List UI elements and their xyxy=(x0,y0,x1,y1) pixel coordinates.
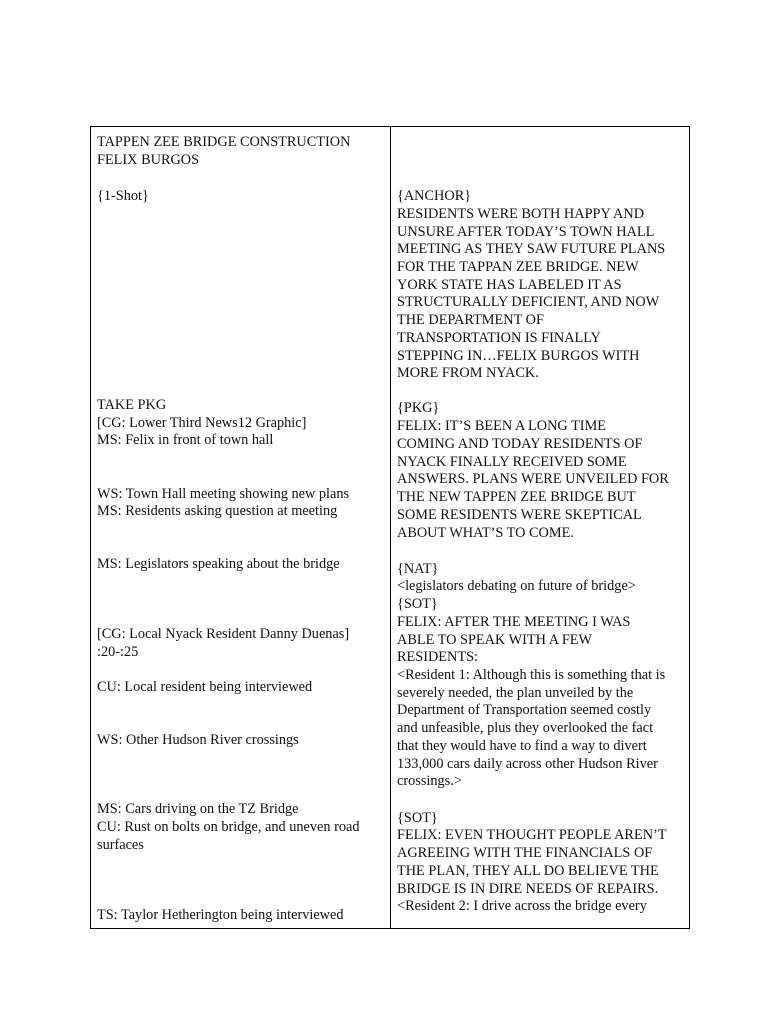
script-line: RESIDENTS WERE BOTH HAPPY AND xyxy=(397,206,645,222)
script-line: AGREEING WITH THE FINANCIALS OF xyxy=(397,845,653,861)
script-line: that they would have to find a way to divert xyxy=(397,738,647,754)
shot-direction: {1-Shot} xyxy=(97,188,149,204)
cg-resident: [CG: Local Nyack Resident Danny Duenas] xyxy=(97,626,350,642)
shot-direction: WS: Town Hall meeting showing new plans xyxy=(97,486,350,502)
script-line: COMING AND TODAY RESIDENTS OF xyxy=(397,436,643,452)
script-line: ABLE TO SPEAK WITH A FEW xyxy=(397,632,593,648)
script-line: FELIX: AFTER THE MEETING I WAS xyxy=(397,614,631,630)
script-line: SOME RESIDENTS WERE SKEPTICAL xyxy=(397,507,642,523)
script-line: MEETING AS THEY SAW FUTURE PLANS xyxy=(397,241,666,257)
nat-tag: {NAT} xyxy=(397,561,439,577)
shot-direction: MS: Felix in front of town hall xyxy=(97,432,274,448)
cg-timecode: :20-:25 xyxy=(97,644,139,660)
script-line: FELIX: IT’S BEEN A LONG TIME xyxy=(397,418,607,434)
reporter-name: FELIX BURGOS xyxy=(97,152,200,168)
shot-direction: CU: Rust on bolts on bridge, and uneven road xyxy=(97,819,360,835)
script-line: UNSURE AFTER TODAY’S TOWN HALL xyxy=(397,224,655,240)
script-line: ANSWERS. PLANS WERE UNVEILED FOR xyxy=(397,471,669,487)
script-line: ABOUT WHAT’S TO COME. xyxy=(397,525,574,541)
script-line: STEPPING IN…FELIX BURGOS WITH xyxy=(397,348,640,364)
take-pkg-cue: TAKE PKG xyxy=(97,397,167,413)
script-line: YORK STATE HAS LABELED IT AS xyxy=(397,277,622,293)
script-line: 133,000 cars daily across other Hudson River xyxy=(397,756,658,772)
nat-sound: <legislators debating on future of bridge> xyxy=(397,578,636,594)
script-line: Department of Transportation seemed costly xyxy=(397,702,652,718)
shot-direction: CU: Local resident being interviewed xyxy=(97,679,313,695)
script-line: MORE FROM NYACK. xyxy=(397,365,539,381)
script-line: and unfeasible, plus they overlooked the fact xyxy=(397,720,654,736)
script-line: NYACK FINALLY RECEIVED SOME xyxy=(397,454,627,470)
script-line: THE DEPARTMENT OF xyxy=(397,312,544,328)
script-line: <Resident 2: I drive across the bridge every xyxy=(397,898,647,914)
sot-tag: {SOT} xyxy=(397,810,438,826)
script-line: BRIDGE IS IN DIRE NEEDS OF REPAIRS. xyxy=(397,881,659,897)
script-line: crossings.> xyxy=(397,773,462,789)
script-table xyxy=(90,126,690,929)
script-line: FOR THE TAPPAN ZEE BRIDGE. NEW xyxy=(397,259,639,275)
sot-tag: {SOT} xyxy=(397,596,438,612)
script-line: FELIX: EVEN THOUGHT PEOPLE AREN’T xyxy=(397,827,667,843)
shot-direction: MS: Legislators speaking about the bridge xyxy=(97,556,340,572)
script-line: <Resident 1: Although this is something that is xyxy=(397,667,666,683)
pkg-tag: {PKG} xyxy=(397,400,440,416)
cg-lower-third: [CG: Lower Third News12 Graphic] xyxy=(97,415,307,431)
script-line: THE NEW TAPPEN ZEE BRIDGE BUT xyxy=(397,489,636,505)
anchor-tag: {ANCHOR} xyxy=(397,188,472,204)
script-line: THE PLAN, THEY ALL DO BELIEVE THE xyxy=(397,863,659,879)
shot-direction: TS: Taylor Hetherington being interviewed xyxy=(97,907,344,923)
script-line: TRANSPORTATION IS FINALLY xyxy=(397,330,601,346)
story-title: TAPPEN ZEE BRIDGE CONSTRUCTION xyxy=(97,134,351,150)
script-line: severely needed, the plan unveiled by the xyxy=(397,685,634,701)
shot-direction: WS: Other Hudson River crossings xyxy=(97,732,299,748)
column-divider xyxy=(390,127,391,928)
script-line: STRUCTURALLY DEFICIENT, AND NOW xyxy=(397,294,660,310)
script-line: RESIDENTS: xyxy=(397,649,479,665)
shot-direction: surfaces xyxy=(97,837,144,853)
shot-direction: MS: Cars driving on the TZ Bridge xyxy=(97,801,299,817)
shot-direction: MS: Residents asking question at meeting xyxy=(97,503,338,519)
